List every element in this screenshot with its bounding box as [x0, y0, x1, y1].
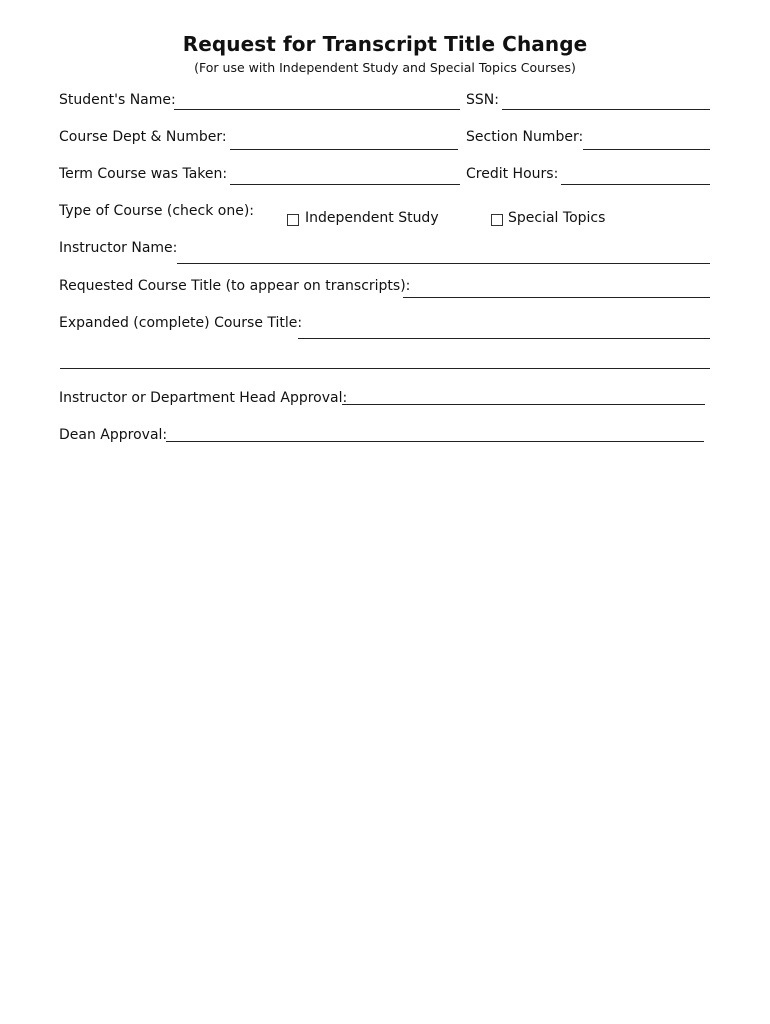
independent-study-label: Independent Study [305, 210, 439, 226]
ssn-field[interactable] [502, 109, 710, 110]
expanded-title-continuation-field[interactable] [60, 368, 710, 369]
section-number-label: Section Number: [466, 129, 584, 145]
section-number-field[interactable] [583, 149, 710, 150]
form-subtitle: (For use with Independent Study and Special Topics Courses) [194, 60, 576, 75]
form-title: Request for Transcript Title Change [182, 32, 588, 56]
credit-hours-label: Credit Hours: [466, 166, 559, 182]
requested-title-field[interactable] [403, 297, 710, 298]
ssn-label: SSN: [466, 92, 499, 108]
independent-study-checkbox[interactable] [287, 214, 299, 226]
term-field[interactable] [230, 184, 460, 185]
credit-hours-field[interactable] [561, 184, 710, 185]
approval-signature-field[interactable] [342, 404, 705, 405]
special-topics-label: Special Topics [508, 210, 606, 226]
special-topics-checkbox[interactable] [491, 214, 503, 226]
instructor-name-label: Instructor Name: [59, 240, 178, 256]
requested-title-label: Requested Course Title (to appear on transcripts): [59, 278, 411, 294]
dean-approval-label: Dean Approval: [59, 427, 168, 443]
course-dept-label: Course Dept & Number: [59, 129, 227, 145]
student-name-label: Student's Name: [59, 92, 176, 108]
expanded-title-field[interactable] [298, 338, 710, 339]
student-name-field[interactable] [174, 109, 460, 110]
expanded-title-label: Expanded (complete) Course Title: [59, 315, 303, 331]
dean-approval-signature-field[interactable] [166, 441, 704, 442]
course-dept-field[interactable] [230, 149, 458, 150]
approval-label: Instructor or Department Head Approval: [59, 390, 348, 406]
term-label: Term Course was Taken: [59, 166, 228, 182]
instructor-name-field[interactable] [177, 263, 710, 264]
type-of-course-label: Type of Course (check one): [59, 203, 255, 219]
